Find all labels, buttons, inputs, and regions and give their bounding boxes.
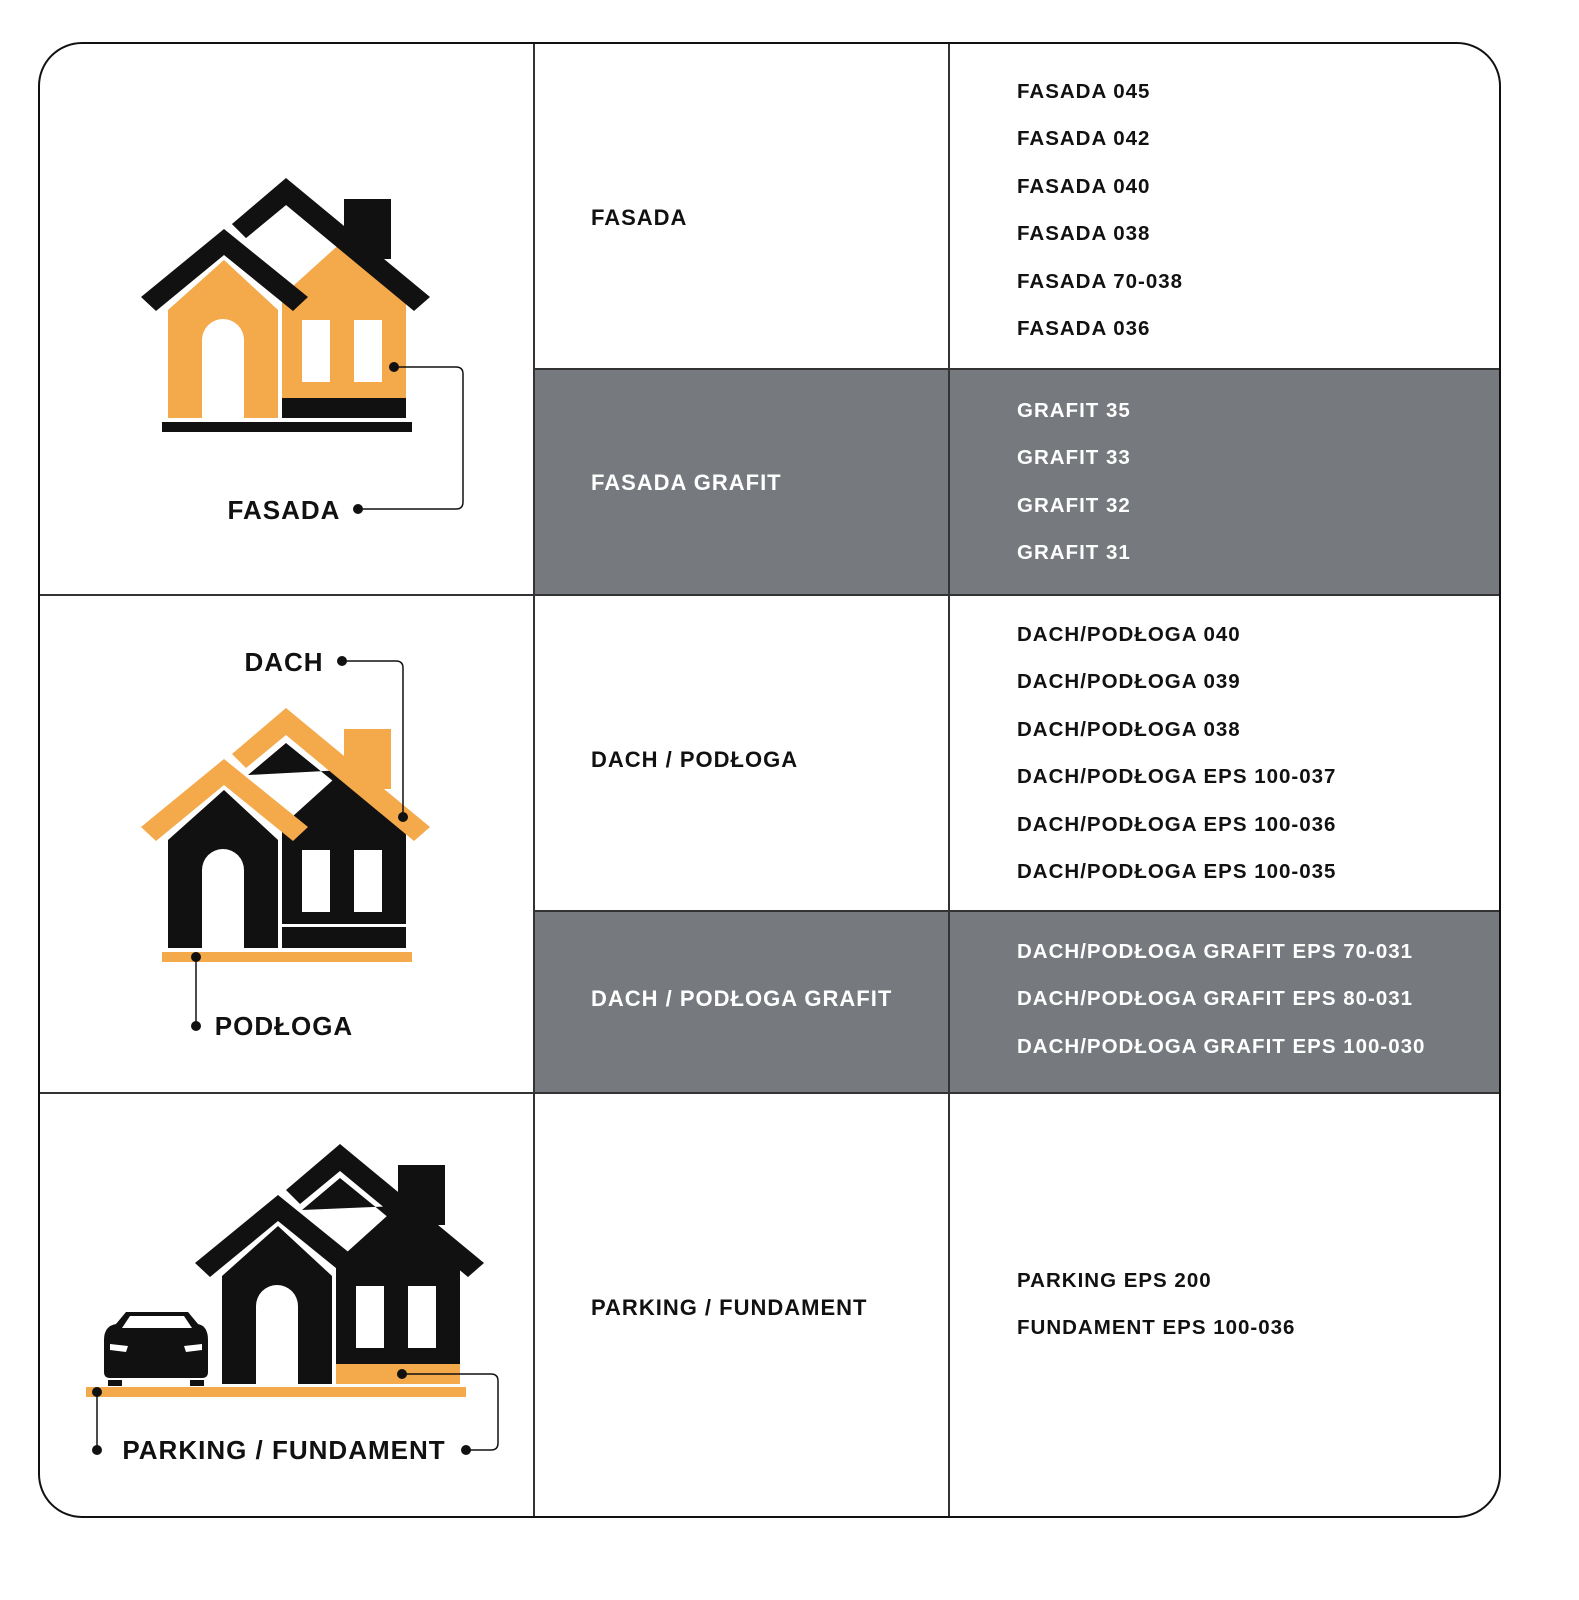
product-item: FASADA 038	[1017, 222, 1151, 246]
column-divider-1	[533, 44, 535, 1516]
product-item: FASADA 042	[1017, 127, 1151, 151]
car-icon	[104, 1312, 208, 1386]
category-dach-podloga: DACH / PODŁOGA	[591, 747, 799, 772]
product-list-parking-fundament	[1017, 1270, 1295, 1339]
house-parking-illustration	[38, 1091, 532, 1518]
product-item: DACH/PODŁOGA 040	[1017, 623, 1241, 646]
label-dach: DACH	[244, 647, 324, 677]
product-list-fasada-grafit	[1017, 400, 1131, 564]
product-item: FASADA 045	[1017, 80, 1151, 103]
product-item: FASADA 040	[1017, 174, 1151, 198]
category-dach-podloga-grafit: DACH / PODŁOGA GRAFIT	[591, 986, 893, 1011]
product-item: GRAFIT 33	[1017, 446, 1131, 470]
category-fasada-grafit: FASADA GRAFIT	[591, 470, 782, 495]
label-podloga: PODŁOGA	[214, 1011, 354, 1041]
product-item: GRAFIT 32	[1017, 493, 1131, 517]
category-parking-fundament: PARKING / FUNDAMENT	[591, 1295, 868, 1320]
category-fasada: FASADA	[591, 205, 688, 230]
product-item: FASADA 036	[1017, 316, 1151, 340]
product-list-dach-podloga-grafit	[1017, 941, 1425, 1058]
product-item: DACH/PODŁOGA EPS 100-035	[1017, 859, 1337, 883]
product-item: DACH/PODŁOGA 039	[1017, 670, 1241, 694]
product-item: DACH/PODŁOGA 038	[1017, 717, 1241, 741]
product-item: FUNDAMENT EPS 100-036	[1017, 1316, 1296, 1340]
column-divider-2	[948, 44, 950, 1516]
product-item: DACH/PODŁOGA GRAFIT EPS 100-030	[1017, 1034, 1426, 1058]
label-fasada: FASADA	[227, 495, 341, 525]
product-item: PARKING EPS 200	[1017, 1269, 1212, 1292]
subrow-divider-1	[534, 368, 1499, 370]
subrow-divider-2	[534, 910, 1499, 912]
label-parking-fundament: PARKING / FUNDAMENT	[122, 1435, 446, 1465]
house-roof-floor-illustration	[38, 593, 532, 1090]
product-item: DACH/PODŁOGA EPS 100-036	[1017, 812, 1337, 836]
product-item: GRAFIT 35	[1017, 399, 1131, 422]
product-item: DACH/PODŁOGA GRAFIT EPS 70-031	[1017, 940, 1414, 963]
house-facade-illustration	[38, 42, 532, 593]
product-item: GRAFIT 31	[1017, 541, 1131, 565]
product-item: FASADA 70-038	[1017, 269, 1184, 293]
product-list-fasada	[1017, 81, 1183, 340]
product-list-dach-podloga	[1017, 624, 1336, 883]
product-item: DACH/PODŁOGA EPS 100-037	[1017, 765, 1337, 789]
product-item: DACH/PODŁOGA GRAFIT EPS 80-031	[1017, 987, 1414, 1011]
